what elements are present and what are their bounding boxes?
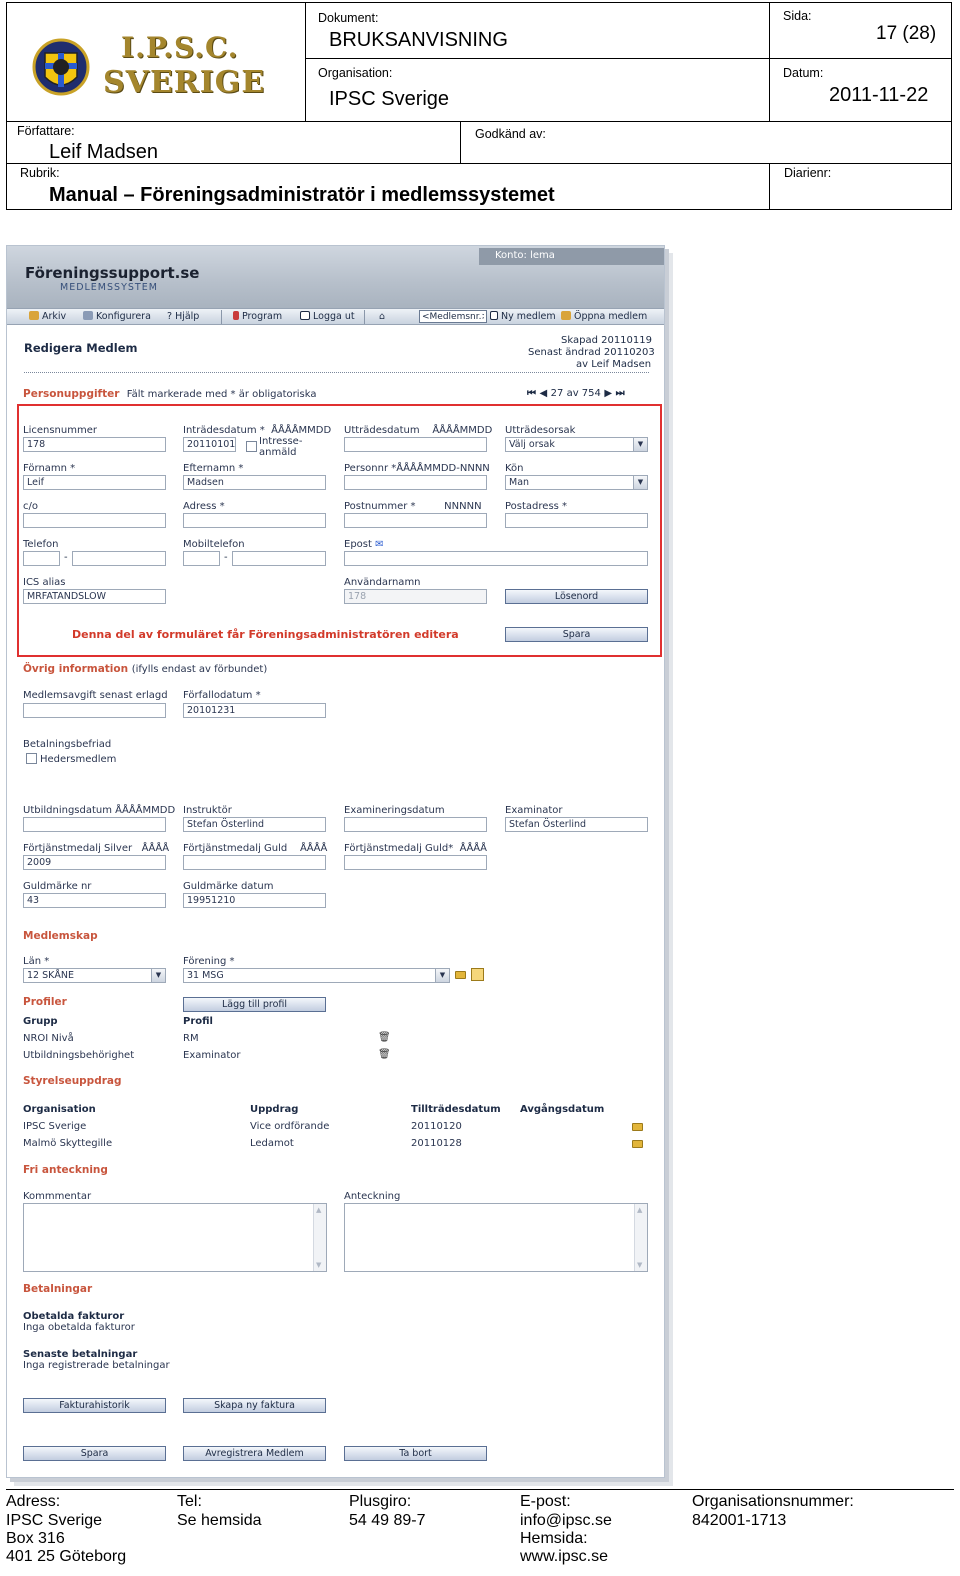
trash-icon[interactable]: 🗑 xyxy=(378,1049,391,1060)
guldmarke-nr-field[interactable]: 43 xyxy=(23,893,166,908)
guldmarke-datum-field[interactable]: 19951210 xyxy=(183,893,326,908)
utradesdatum-label: Utträdesdatum ÅÅÅÅMMDD xyxy=(344,425,493,436)
changed-info: Senast ändrad 20110203 xyxy=(528,347,655,358)
add-profile-button[interactable]: Lägg till profil xyxy=(183,997,326,1012)
forfattare-value: Leif Madsen xyxy=(49,141,158,163)
rubrik-label: Rubrik: xyxy=(20,166,60,180)
fornamn-label: Förnamn * xyxy=(23,463,76,474)
board-row-2-org: Malmö Skyttegille xyxy=(23,1138,113,1149)
last-record-icon[interactable]: ⏭ xyxy=(615,388,625,399)
board-section-title: Styrelseuppdrag xyxy=(23,1075,122,1087)
examinering-field[interactable] xyxy=(344,817,487,832)
avgift-label: Medlemsavgift senast erlagd xyxy=(23,690,168,701)
dokument-label: Dokument: xyxy=(318,11,379,25)
footer-hemsida-label: Hemsida: xyxy=(520,1530,588,1547)
board-header-org: Organisation xyxy=(23,1104,96,1115)
personnr-field[interactable] xyxy=(344,475,487,490)
kommentar-label: Kommmentar xyxy=(23,1191,92,1202)
member-number-input[interactable] xyxy=(419,310,487,323)
guldmarke-datum-label: Guldmärke datum xyxy=(183,881,274,892)
kon-select[interactable]: Man ▼ xyxy=(505,475,648,490)
datum-value: 2011-11-22 xyxy=(829,84,929,106)
guld-field[interactable] xyxy=(183,855,326,870)
first-record-icon[interactable]: ⏮ xyxy=(527,388,536,399)
datum-label: Datum: xyxy=(783,66,824,80)
forening-label: Förening * xyxy=(183,956,235,967)
epost-label: Epost ✉ xyxy=(344,539,384,550)
folder-icon[interactable] xyxy=(632,1140,643,1148)
forening-select[interactable]: 31 MSG ▼ xyxy=(183,968,450,983)
guld-label: Förtjänstmedalj Guld ÅÅÅÅ xyxy=(183,843,328,854)
footer-hemsida-value[interactable]: www.ipsc.se xyxy=(520,1548,609,1565)
intresse-checkbox[interactable] xyxy=(246,441,257,452)
board-row-1-datum: 20110120 xyxy=(411,1121,462,1132)
footer-plusgiro-value: 54 49 89-7 xyxy=(349,1512,426,1529)
logo-line-2: SVERIGE xyxy=(103,65,266,100)
footer-adress-line3: 401 25 Göteborg xyxy=(6,1548,127,1565)
brand-title: Föreningssupport.se xyxy=(25,264,200,282)
betalningsbefriad-label: Betalningsbefriad xyxy=(23,739,112,750)
guld2-label: Förtjänstmedalj Guld* ÅÅÅÅ xyxy=(344,843,487,854)
rubrik-value: Manual – Föreningsadministratör i medlemssystemet xyxy=(49,184,555,206)
brand-subtitle: MEDLEMSSYSTEM xyxy=(60,282,158,293)
open-folder-icon[interactable] xyxy=(455,971,466,979)
utbildningsdatum-field[interactable] xyxy=(23,817,166,832)
footer-orgnr-value: 842001-1713 xyxy=(692,1512,787,1529)
efternamn-field[interactable]: Madsen xyxy=(183,475,326,490)
anvandarnamn-field: 178 xyxy=(344,589,487,604)
notes-section-title: Fri anteckning xyxy=(23,1164,108,1176)
organisation-value: IPSC Sverige xyxy=(329,88,450,110)
save-button[interactable]: Spara xyxy=(23,1446,166,1461)
postnummer-field[interactable] xyxy=(344,513,487,528)
instruktor-label: Instruktör xyxy=(183,805,232,816)
delete-button[interactable]: Ta bort xyxy=(344,1446,487,1461)
menu-ny-medlem[interactable]: Ny medlem xyxy=(490,311,556,322)
personal-section-title: Personuppgifter Fält markerade med * är obligatoriska xyxy=(23,388,317,400)
telefon-area-field[interactable] xyxy=(23,551,60,566)
footer-epost-label: E-post: xyxy=(520,1493,571,1510)
board-row-1-uppdrag: Vice ordförande xyxy=(250,1121,330,1132)
footer-adress-label: Adress: xyxy=(6,1493,61,1510)
telefon-number-field[interactable] xyxy=(72,551,166,566)
silver-label: Förtjänstmedalj Silver ÅÅÅÅ xyxy=(23,843,170,854)
profile-row-2-grupp: Utbildningsbehörighet xyxy=(23,1050,135,1061)
menu-arkiv[interactable]: Arkiv xyxy=(29,311,66,322)
spara-personal-button[interactable]: Spara xyxy=(505,627,648,642)
footer-epost-value[interactable]: info@ipsc.se xyxy=(520,1512,612,1529)
account-tab[interactable]: Konto: lema xyxy=(479,248,664,265)
menu-konfigurera[interactable]: Konfigurera xyxy=(83,311,151,322)
config-icon xyxy=(83,311,93,320)
utradesorsak-label: Utträdesorsak xyxy=(505,425,576,436)
examinering-label: Examineringsdatum xyxy=(344,805,445,816)
next-record-icon[interactable]: ▶ xyxy=(604,388,613,399)
toolbar xyxy=(7,308,664,325)
grupp-header: Grupp xyxy=(23,1016,58,1027)
board-row-2-uppdrag: Ledamot xyxy=(250,1138,294,1149)
co-field[interactable] xyxy=(23,513,166,528)
home-icon[interactable]: ⌂ xyxy=(379,311,386,322)
kon-label: Kön xyxy=(505,463,524,474)
member-system-screenshot: Konto: lema Föreningssupport.se MEDLEMSSYSTEM Arkiv Konfigurera ? Hjälp Program Logga ut ⌂ <Medlemsnr.> Ny medlem Öppna medlem Redigera Medlem Skapad 20110119 Senast ändrad 20110203 av Leif Madsen Personuppgifter Fält markerade med * är obligatoriska ⏮ ◀ 27 av 754 ▶ ⏭ Licensnummer 178 Inträdesdatum * ÅÅÅÅMMDD 20110101 Intresse- anmäld Utträdesdatum ÅÅÅÅMMDD Utträdesorsak Välj orsak ▼ Förnamn * Leif Efternamn * Madsen Personnr *ÅÅÅÅMMDD-NNNN Kön Man ▼ c/o Adress * Postnummer * NNNNN Postadress * Telefon - Mobiltelefon - Epost ✉ ICS alias MRFATANDSLOW Användarnamn 178 Lösenord Denna del av formuläret får Föreningsadministratören editera Spara Övrig information (ifylls endast av förbundet) Medlemsavgift senast erlagd Förfallodatum * 20101231 Betalningsbefriad Hedersmedlem Utbildningsdatum ÅÅÅÅMMDD Instruktör Stefan Österlind Examineringsdatum Examinator Stefan Österlind Förtjänstmedalj Silver ÅÅÅÅ 2009 Förtjänstmedalj Guld ÅÅÅÅ Förtjänstmedalj Guld* ÅÅÅÅ Guldmärke nr 43 Guldmärke datum 19951210 Medlemskap Län * 12 SKÅNE ▼ Förening * 31 MSG ▼ Profiler Lägg till profil Grupp Profil NROI Nivå RM 🗑 Utbildningsbehörighet Examinator 🗑 Styrelseuppdrag Organisation Uppdrag Tillträdesdatum Avgångsdatum IPSC Sverige Vice ordförande 20110120 Malmö Skyttegille Ledamot 20110128 Fri anteckning Kommmentar ▲ ▼ Anteckning ▲ ▼ Betalningar Obetalda fakturor Inga obetalda fakturor Senaste betalningar Inga registrerade betalningar Fakturahistorik Skapa ny faktura Spara Avregistrera Medlem Ta bort xyxy=(6,245,665,1478)
personnr-label: Personnr *ÅÅÅÅMMDD-NNNN xyxy=(344,463,490,474)
examinator-field[interactable]: Stefan Österlind xyxy=(505,817,648,832)
ipsc-sverige-logo xyxy=(29,29,266,105)
new-member-icon xyxy=(490,311,498,320)
chevron-down-icon: ▼ xyxy=(151,969,165,982)
menu-hjalp[interactable]: ? Hjälp xyxy=(167,311,200,322)
menu-oppna-medlem[interactable]: Öppna medlem xyxy=(561,311,647,322)
efternamn-label: Efternamn * xyxy=(183,463,244,474)
anvandarnamn-label: Användarnamn xyxy=(344,577,421,588)
scrollbar[interactable] xyxy=(313,1204,326,1271)
dokument-value: BRUKSANVISNING xyxy=(329,29,508,51)
postadress-label: Postadress * xyxy=(505,501,568,512)
board-row-1-org: IPSC Sverige xyxy=(23,1121,87,1132)
guldmarke-nr-label: Guldmärke nr xyxy=(23,881,92,892)
changed-by-info: av Leif Madsen xyxy=(576,359,652,370)
footer-adress-line2: Box 316 xyxy=(6,1530,65,1547)
footer-divider xyxy=(6,1489,954,1490)
avgift-field[interactable] xyxy=(23,703,166,718)
utradesorsak-select[interactable]: Välj orsak ▼ xyxy=(505,437,648,452)
profile-row-2-profil: Examinator xyxy=(183,1050,241,1061)
footer-tel-label: Tel: xyxy=(177,1493,202,1510)
folder-icon[interactable] xyxy=(632,1123,643,1131)
diarienr-label: Diarienr: xyxy=(784,166,832,180)
board-header-tilltrade: Tillträdesdatum xyxy=(411,1104,501,1115)
godkand-label: Godkänd av: xyxy=(475,127,546,141)
archive-icon xyxy=(29,311,39,320)
footer-tel-value: Se hemsida xyxy=(177,1512,262,1529)
forfallo-field[interactable]: 20101231 xyxy=(183,703,326,718)
kommentar-textarea[interactable] xyxy=(23,1203,327,1272)
menu-logga-ut[interactable]: Logga ut xyxy=(300,311,355,322)
help-icon: ? xyxy=(167,311,176,322)
other-section-title: Övrig information (ifylls endast av förbundet) xyxy=(23,663,268,675)
created-info: Skapad 20110119 xyxy=(561,335,652,346)
mobiltelefon-label: Mobiltelefon xyxy=(183,539,245,550)
shield-emblem-icon xyxy=(31,31,91,103)
postnummer-label: Postnummer * NNNNN xyxy=(344,501,482,512)
invoice-history-button[interactable]: Fakturahistorik xyxy=(23,1398,166,1413)
scrollbar[interactable] xyxy=(634,1204,647,1271)
chevron-down-icon: ▼ xyxy=(633,476,647,489)
prev-record-icon[interactable]: ◀ xyxy=(539,388,548,399)
profile-row-1-grupp: NROI Nivå xyxy=(23,1033,74,1044)
membership-section-title: Medlemskap xyxy=(23,930,98,942)
forfallo-label: Förfallodatum * xyxy=(183,690,261,701)
unregister-member-button[interactable]: Avregistrera Medlem xyxy=(183,1446,326,1461)
adress-field[interactable] xyxy=(183,513,326,528)
unpaid-title: Obetalda fakturor xyxy=(23,1311,125,1322)
logout-icon xyxy=(300,311,310,320)
profil-header: Profil xyxy=(183,1016,213,1027)
footer-plusgiro-label: Plusgiro: xyxy=(349,1493,412,1510)
envelope-icon[interactable]: ✉ xyxy=(375,539,384,550)
epost-field[interactable] xyxy=(344,551,648,566)
profiles-section-title: Profiler xyxy=(23,996,67,1008)
ics-alias-label: ICS alias xyxy=(23,577,66,588)
unpaid-text: Inga obetalda fakturor xyxy=(23,1322,135,1333)
instruktor-field[interactable]: Stefan Österlind xyxy=(183,817,326,832)
footer-orgnr-label: Organisationsnummer: xyxy=(692,1493,854,1510)
chevron-down-icon: ▼ xyxy=(435,969,449,982)
board-header-uppdrag: Uppdrag xyxy=(250,1104,299,1115)
licensnummer-field[interactable]: 178 xyxy=(23,437,166,452)
sida-label: Sida: xyxy=(783,9,812,23)
profile-row-1-profil: RM xyxy=(183,1033,199,1044)
anteckning-textarea[interactable] xyxy=(344,1203,648,1272)
forfattare-label: Författare: xyxy=(17,124,75,138)
mobil-number-field[interactable] xyxy=(232,551,326,566)
co-label: c/o xyxy=(23,501,38,512)
program-icon xyxy=(233,311,239,320)
guld2-field[interactable] xyxy=(344,855,487,870)
ics-alias-field[interactable]: MRFATANDSLOW xyxy=(23,589,166,604)
open-member-icon xyxy=(561,311,571,320)
hedersmedlem-label: Hedersmedlem xyxy=(40,754,117,765)
edit-list-icon[interactable] xyxy=(471,968,484,981)
utradesdatum-field[interactable] xyxy=(344,437,487,452)
edit-area-note: Denna del av formuläret får Föreningsadministratören editera xyxy=(72,628,459,641)
latest-title: Senaste betalningar xyxy=(23,1349,138,1360)
postadress-field[interactable] xyxy=(505,513,648,528)
trash-icon[interactable]: 🗑 xyxy=(378,1032,391,1043)
board-row-2-datum: 20110128 xyxy=(411,1138,462,1149)
losenord-button[interactable]: Lösenord xyxy=(505,589,648,604)
intradesdatum-field[interactable]: 20110101 xyxy=(183,437,236,452)
anteckning-label: Anteckning xyxy=(344,1191,401,1202)
fornamn-field[interactable]: Leif xyxy=(23,475,166,490)
licensnummer-label: Licensnummer xyxy=(23,425,97,436)
adress-label: Adress * xyxy=(183,501,225,512)
organisation-label: Organisation: xyxy=(318,66,393,80)
sida-value: 17 (28) xyxy=(876,23,937,44)
intradesdatum-label: Inträdesdatum * ÅÅÅÅMMDD xyxy=(183,425,332,436)
utbildningsdatum-label: Utbildningsdatum ÅÅÅÅMMDD xyxy=(23,805,176,816)
board-header-avgang: Avgångsdatum xyxy=(520,1104,605,1115)
record-position: 27 av 754 xyxy=(550,388,601,399)
lan-label: Län * xyxy=(23,956,50,967)
intresse-label-2: anmäld xyxy=(259,447,297,458)
examinator-label: Examinator xyxy=(505,805,563,816)
app-banner xyxy=(7,246,664,308)
mobil-area-field[interactable] xyxy=(183,551,220,566)
new-invoice-button[interactable]: Skapa ny faktura xyxy=(183,1398,326,1413)
logo-line-1: I.P.S.C. xyxy=(121,31,239,64)
footer-adress-line1: IPSC Sverige xyxy=(6,1512,103,1529)
chevron-down-icon: ▼ xyxy=(633,438,647,451)
intresse-label: Intresse- xyxy=(259,436,303,447)
record-pager xyxy=(527,388,625,399)
latest-text: Inga registrerade betalningar xyxy=(23,1360,170,1371)
payments-section-title: Betalningar xyxy=(23,1283,93,1295)
hedersmedlem-checkbox[interactable] xyxy=(26,753,37,764)
telefon-label: Telefon xyxy=(23,539,59,550)
silver-field[interactable]: 2009 xyxy=(23,855,166,870)
document-header xyxy=(6,2,952,210)
menu-program[interactable]: Program xyxy=(233,311,282,322)
page-title: Redigera Medlem xyxy=(24,341,138,355)
lan-select[interactable]: 12 SKÅNE ▼ xyxy=(23,968,166,983)
